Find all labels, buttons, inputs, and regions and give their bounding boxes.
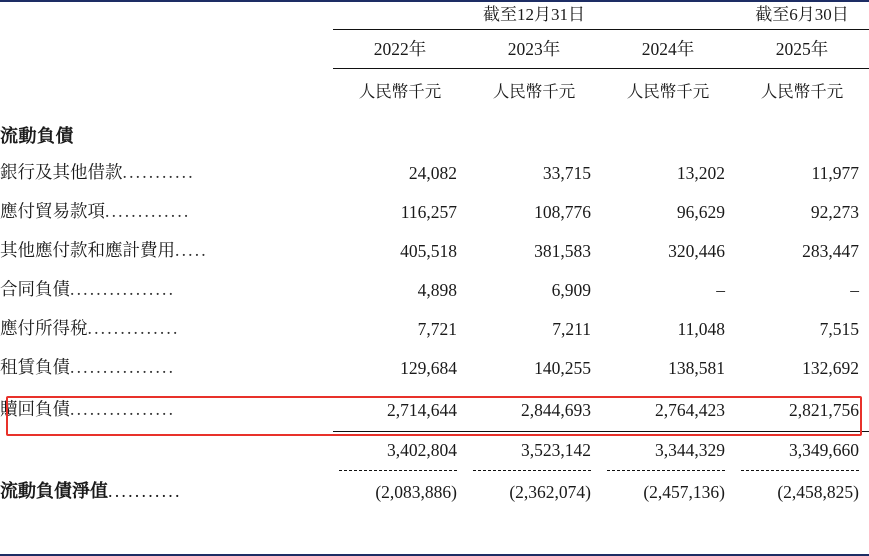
cell-lease-liabilities-2025: 132,692 (802, 358, 859, 378)
total-underline-2023 (467, 464, 601, 471)
table-header (0, 0, 869, 106)
cell-trade-payables-2024: 96,629 (676, 202, 725, 222)
header-unit-blank (0, 69, 333, 107)
cell-net-2022: (2,083,886) (375, 481, 457, 502)
row-label-net-current-liabilities: 流動負債淨值........... (0, 480, 182, 501)
cell-other-payables-2022: 405,518 (400, 241, 457, 261)
total-underline-2022 (333, 464, 467, 471)
header-group-row (0, 0, 869, 30)
header-year-row (0, 30, 869, 69)
cell-other-payables-2025: 283,447 (802, 241, 859, 261)
cell-net-2024: (2,457,136) (643, 481, 725, 502)
header-unit-2024: 人民幣千元 (626, 82, 710, 101)
cell-total-2022: 3,402,804 (333, 431, 467, 464)
section-title-current-liabilities: 流動負債 (0, 126, 74, 146)
section-title-row (0, 106, 869, 152)
header-year-blank (0, 30, 333, 69)
cell-redemption-liabilities-2025: 2,821,756 (789, 399, 859, 420)
table-row (0, 308, 869, 347)
table-net-row (0, 471, 869, 509)
cell-trade-payables-2023: 108,776 (534, 202, 591, 222)
cell-contract-liabilities-2025: – (850, 280, 859, 300)
table-row (0, 191, 869, 230)
cell-income-tax-2024: 11,048 (677, 319, 725, 339)
cell-total-2025: 3,349,660 (735, 431, 869, 464)
header-year-2025: 2025年 (735, 30, 869, 69)
header-unit-2025: 人民幣千元 (760, 82, 844, 101)
row-label-lease-liabilities: 租賃負債................ (0, 357, 176, 377)
cell-redemption-liabilities-2024: 2,764,423 (655, 399, 725, 420)
underline-spacer (0, 464, 333, 471)
page-top-rule (0, 0, 869, 2)
cell-lease-liabilities-2022: 129,684 (400, 358, 457, 378)
row-label-contract-liabilities: 合同負債................ (0, 279, 176, 299)
cell-trade-payables-2025: 92,273 (810, 202, 859, 222)
cell-total-2024: 3,344,329 (601, 431, 735, 464)
cell-trade-payables-2022: 116,257 (400, 202, 457, 222)
cell-contract-liabilities-2023: 6,909 (551, 280, 591, 300)
cell-bank-borrowings-2022: 24,082 (408, 163, 457, 183)
header-group-period-annual: 截至12月31日 (333, 0, 735, 30)
cell-lease-liabilities-2024: 138,581 (668, 358, 725, 378)
table-row-highlighted (0, 386, 869, 431)
header-corner-cell (0, 0, 333, 30)
header-year-2023: 2023年 (467, 30, 601, 69)
header-group-period-interim: 截至6月30日 (735, 0, 869, 30)
cell-contract-liabilities-2022: 4,898 (417, 280, 457, 300)
header-year-2022: 2022年 (333, 30, 467, 69)
cell-bank-borrowings-2025: 11,977 (811, 163, 859, 183)
row-label-bank-borrowings: 銀行及其他借款........... (0, 162, 195, 182)
total-underline-2024 (601, 464, 735, 471)
cell-other-payables-2023: 381,583 (534, 241, 591, 261)
header-year-2024: 2024年 (601, 30, 735, 69)
cell-total-2023: 3,523,142 (467, 431, 601, 464)
total-underline-row (0, 464, 869, 471)
cell-bank-borrowings-2023: 33,715 (542, 163, 591, 183)
header-unit-2023: 人民幣千元 (492, 82, 576, 101)
header-unit-2022: 人民幣千元 (358, 82, 442, 101)
table-row (0, 347, 869, 386)
cell-lease-liabilities-2023: 140,255 (534, 358, 591, 378)
cell-net-2023: (2,362,074) (509, 481, 591, 502)
cell-redemption-liabilities-2022: 2,714,644 (387, 399, 457, 420)
total-label (0, 431, 333, 464)
row-label-other-payables-accruals: 其他應付款和應計費用..... (0, 240, 208, 260)
cell-other-payables-2024: 320,446 (668, 241, 725, 261)
row-label-trade-payables: 應付貿易款項............. (0, 201, 191, 221)
cell-bank-borrowings-2024: 13,202 (676, 163, 725, 183)
header-unit-row (0, 69, 869, 107)
table-row (0, 152, 869, 191)
cell-income-tax-2023: 7,211 (552, 319, 591, 339)
table-total-row (0, 431, 869, 464)
row-label-redemption-liabilities: 贖回負債................ (0, 386, 333, 431)
table-row (0, 269, 869, 308)
cell-redemption-liabilities-2023: 2,844,693 (521, 399, 591, 420)
cell-net-2025: (2,458,825) (777, 481, 859, 502)
cell-income-tax-2025: 7,515 (819, 319, 859, 339)
row-label-income-tax-payable: 應付所得稅.............. (0, 318, 180, 338)
total-underline-2025 (735, 464, 869, 471)
table-body (0, 106, 869, 509)
cell-contract-liabilities-2024: – (716, 280, 725, 300)
cell-income-tax-2022: 7,721 (417, 319, 457, 339)
table-row (0, 230, 869, 269)
